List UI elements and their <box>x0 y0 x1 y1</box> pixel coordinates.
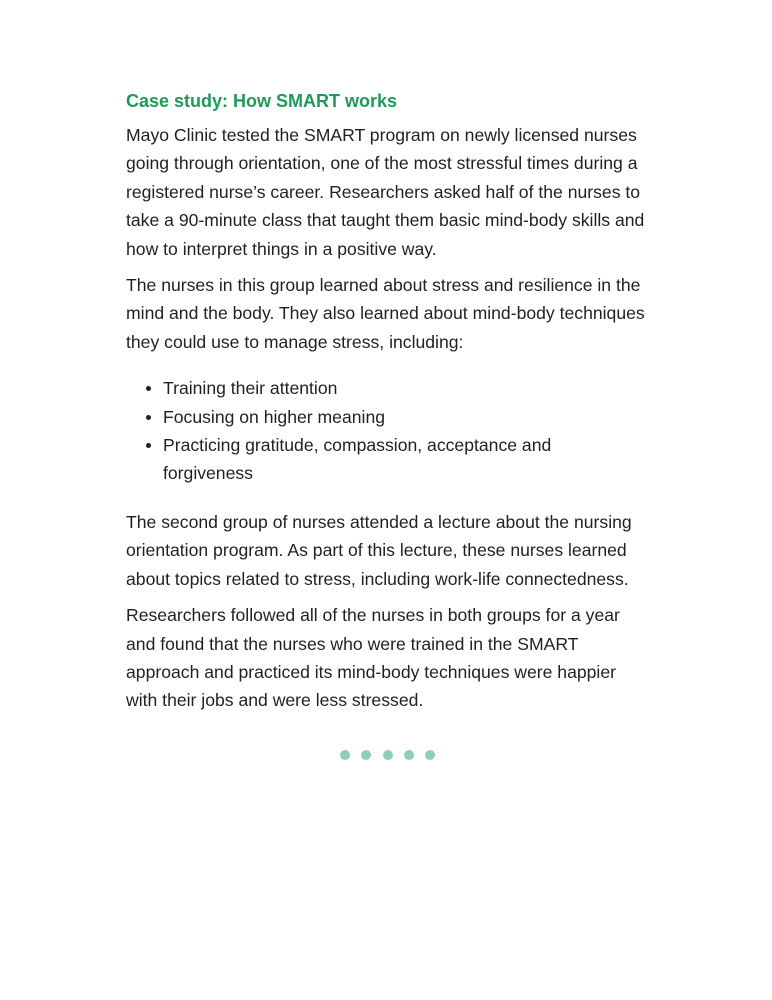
list-item <box>146 403 646 431</box>
bullet-icon <box>146 415 151 420</box>
divider-dot-icon <box>340 750 350 760</box>
section-heading: Case study: How SMART works <box>126 91 398 111</box>
results-paragraph: Researchers followed all of the nurses in both groups for a year and found that the nurses who were trained in the SMART approach and practiced its mind-body techniques were happier with their jobs and were less stressed. <box>126 605 620 711</box>
divider-dot-icon <box>404 750 414 760</box>
list-item-text: Practicing gratitude, compassion, acceptance and forgiveness <box>163 435 552 484</box>
group-two-paragraph: The second group of nurses attended a lecture about the nursing orientation program. As part of this lecture, these nurses learned about topics related to stress, including work-life connectedness. <box>126 511 632 589</box>
bullet-icon <box>146 386 151 391</box>
list-item-text: Focusing on higher meaning <box>163 406 386 427</box>
divider-dot-icon <box>425 750 435 760</box>
list-item <box>146 431 646 488</box>
divider-dot-icon <box>383 750 393 760</box>
list-item <box>146 374 646 402</box>
intro-paragraph: Mayo Clinic tested the SMART program on newly licensed nurses going through orientation, one of the most stressful times during a registered nurse’s career. Researchers asked half of the nurses to take a 90-minute class that taught them basic mind-body skills and how to interpret things in a positive way. <box>126 125 645 259</box>
document-page <box>126 89 646 723</box>
divider-dot-icon <box>361 750 371 760</box>
bullet-icon <box>146 443 151 448</box>
group-one-paragraph: The nurses in this group learned about stress and resilience in the mind and the body. They also learned about mind-body techniques they could use to manage stress, including: <box>126 275 645 352</box>
list-item-text: Training their attention <box>163 378 338 399</box>
technique-list <box>126 374 646 488</box>
dot-divider-icon <box>340 750 435 760</box>
